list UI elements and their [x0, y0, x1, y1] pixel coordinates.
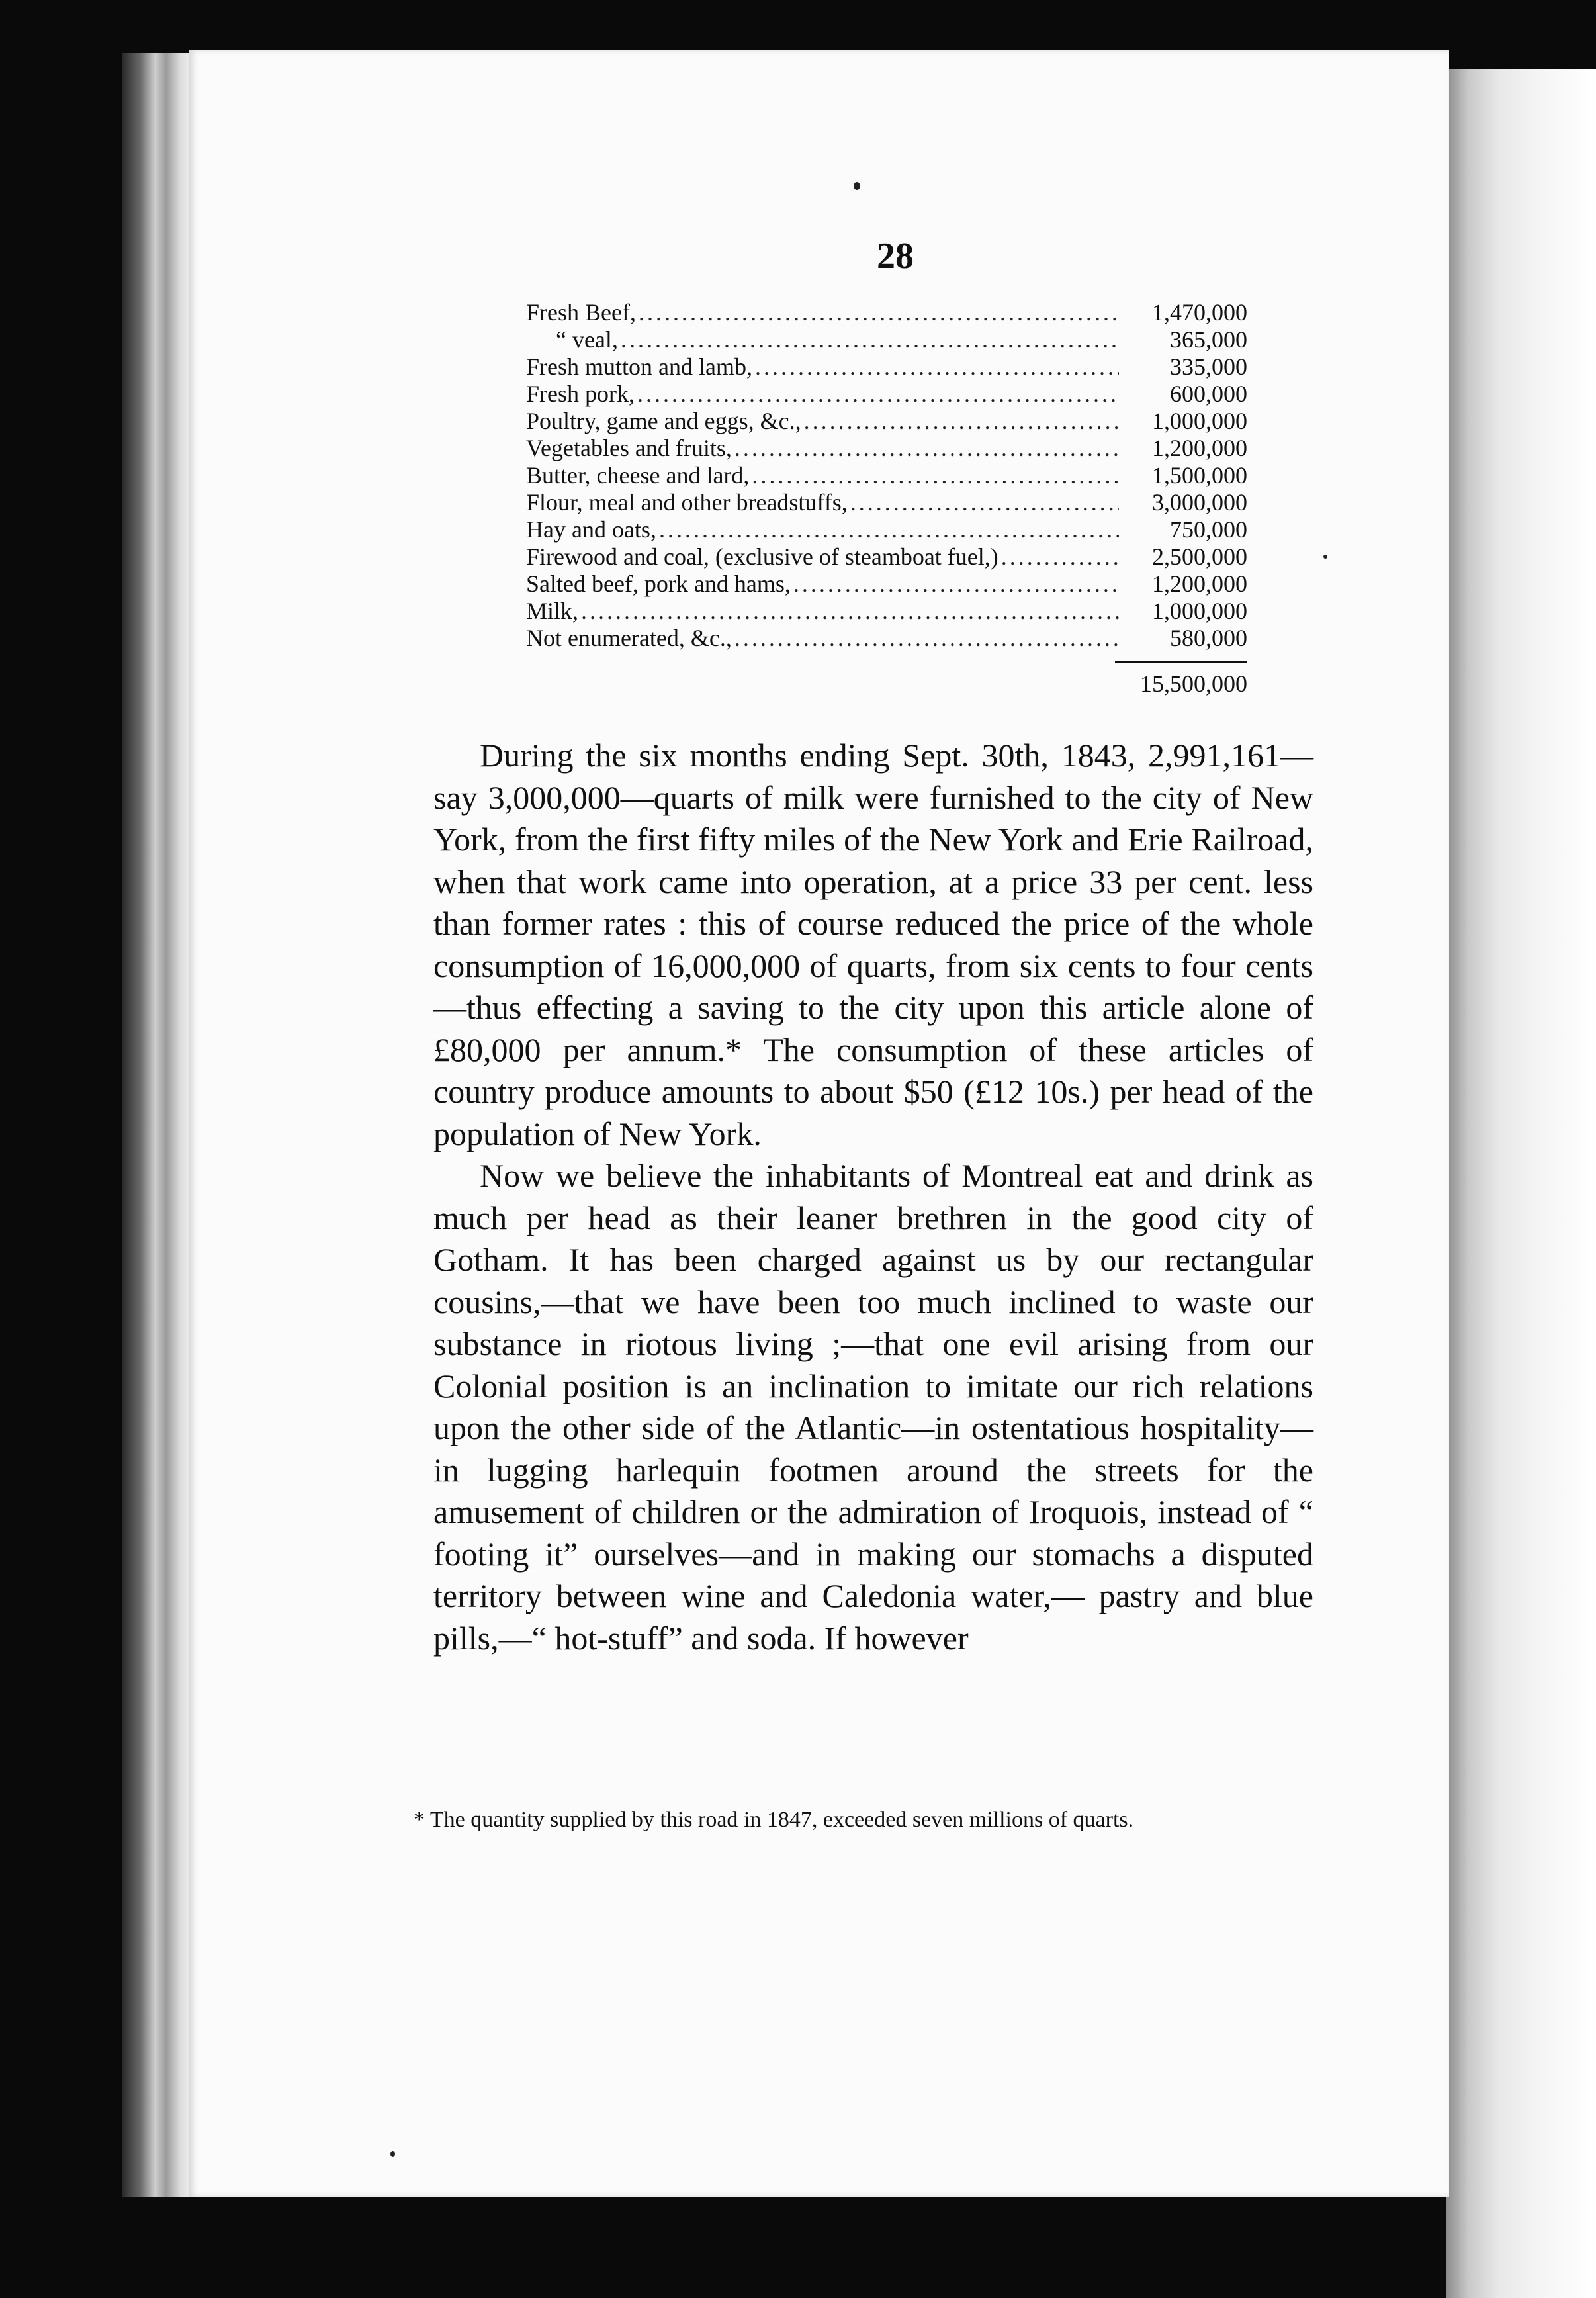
row-value: 1,200,000 [1152, 571, 1247, 597]
row-value: 1,500,000 [1152, 462, 1247, 488]
row-label: Poultry, game and eggs, &c., [526, 408, 801, 434]
leader-dots [850, 489, 1119, 516]
table-row [526, 299, 1247, 326]
table-total: 15,500,000 [1140, 670, 1247, 697]
row-label: Butter, cheese and lard, [526, 462, 750, 488]
ink-speck [390, 2151, 395, 2157]
leader-dots [621, 326, 1119, 353]
table-row [526, 516, 1247, 543]
table-row [526, 489, 1247, 516]
row-value: 335,000 [1170, 353, 1247, 380]
row-value: 750,000 [1170, 516, 1247, 543]
leader-dots [755, 353, 1119, 381]
leader-dots [752, 462, 1119, 489]
leader-dots [734, 625, 1119, 652]
row-value: 2,500,000 [1152, 543, 1247, 570]
table-row [526, 381, 1247, 408]
ink-speck [854, 182, 860, 190]
row-label: “ veal, [556, 326, 618, 353]
leader-dots [734, 435, 1119, 462]
leader-dots [793, 571, 1119, 598]
leader-dots [804, 408, 1119, 435]
table-row [526, 543, 1247, 571]
table-row [526, 462, 1247, 489]
leader-dots [639, 299, 1119, 326]
row-label: Hay and oats, [526, 516, 656, 543]
body-text [433, 735, 1313, 1659]
row-label: Fresh Beef, [526, 299, 636, 326]
row-value: 1,200,000 [1152, 435, 1247, 461]
page-edge-left [122, 53, 195, 2197]
paragraph: During the six months ending Sept. 30th, 1843, 2,991,161—say 3,000,000—quarts of milk were furnished to the city of New York, from the first fifty miles of the New York and Erie Railroad, when that work came into operation, at a price 33 per cent. less than former rates : this of course reduced the price of the whole consumption of 16,000,000 of quarts, from six cents to four cents —thus effecting a saving to the city upon this article alone of £80,000 per annum.* The consumption of these articles of country produce amounts to about $50 (£12 10s.) per head of the population of New York. [433, 737, 1313, 1152]
total-rule [1115, 661, 1247, 663]
leader-dots [581, 598, 1119, 625]
row-value: 3,000,000 [1152, 489, 1247, 516]
row-label: Flour, meal and other breadstuffs, [526, 489, 848, 516]
table-row [526, 326, 1247, 353]
row-value: 1,000,000 [1152, 598, 1247, 624]
produce-table [526, 299, 1247, 699]
row-value: 580,000 [1170, 625, 1247, 651]
table-row [526, 408, 1247, 435]
row-value: 1,470,000 [1152, 299, 1247, 326]
table-row [526, 571, 1247, 598]
table-row [526, 625, 1247, 652]
row-value: 1,000,000 [1152, 408, 1247, 434]
leader-dots [637, 381, 1119, 408]
page-edge-right [1446, 69, 1596, 2298]
table-row [526, 353, 1247, 381]
row-label: Not enumerated, &c., [526, 625, 732, 651]
row-label: Fresh mutton and lamb, [526, 353, 752, 380]
row-label: Fresh pork, [526, 381, 635, 407]
row-value: 365,000 [1170, 326, 1247, 353]
ink-speck [1323, 555, 1327, 559]
table-row [526, 435, 1247, 462]
paragraph: Now we believe the inhabitants of Montreal eat and drink as much per head as their leaner brethren in the good city of Gotham. It has been charged against us by our rectangular cousins,—that we have been too much inclined to waste our substance in riotous living ;—that one evil arising from our Colonial position is an inclination to imitate our rich relations upon the other side of the Atlantic—in ostentatious hospitality—in lugging harlequin footmen around the streets for the amusement of children or the admiration of Iroquois, instead of “ footing it” ourselves—and in making our stomachs a disputed territory between wine and Caledonia water,— pastry and blue pills,—“ hot-stuff” and soda. If however [433, 1157, 1313, 1657]
leader-dots [1001, 543, 1119, 571]
row-label: Vegetables and fruits, [526, 435, 732, 461]
row-label: Milk, [526, 598, 579, 624]
page-number: 28 [877, 236, 914, 277]
table-row [526, 598, 1247, 625]
footnote: * The quantity supplied by this road in 1847, exceeded seven millions of quarts. [414, 1808, 1134, 1832]
row-label: Firewood and coal, (exclusive of steamboat fuel,) [526, 543, 998, 570]
leader-dots [659, 516, 1119, 543]
row-label: Salted beef, pork and hams, [526, 571, 791, 597]
row-value: 600,000 [1170, 381, 1247, 407]
